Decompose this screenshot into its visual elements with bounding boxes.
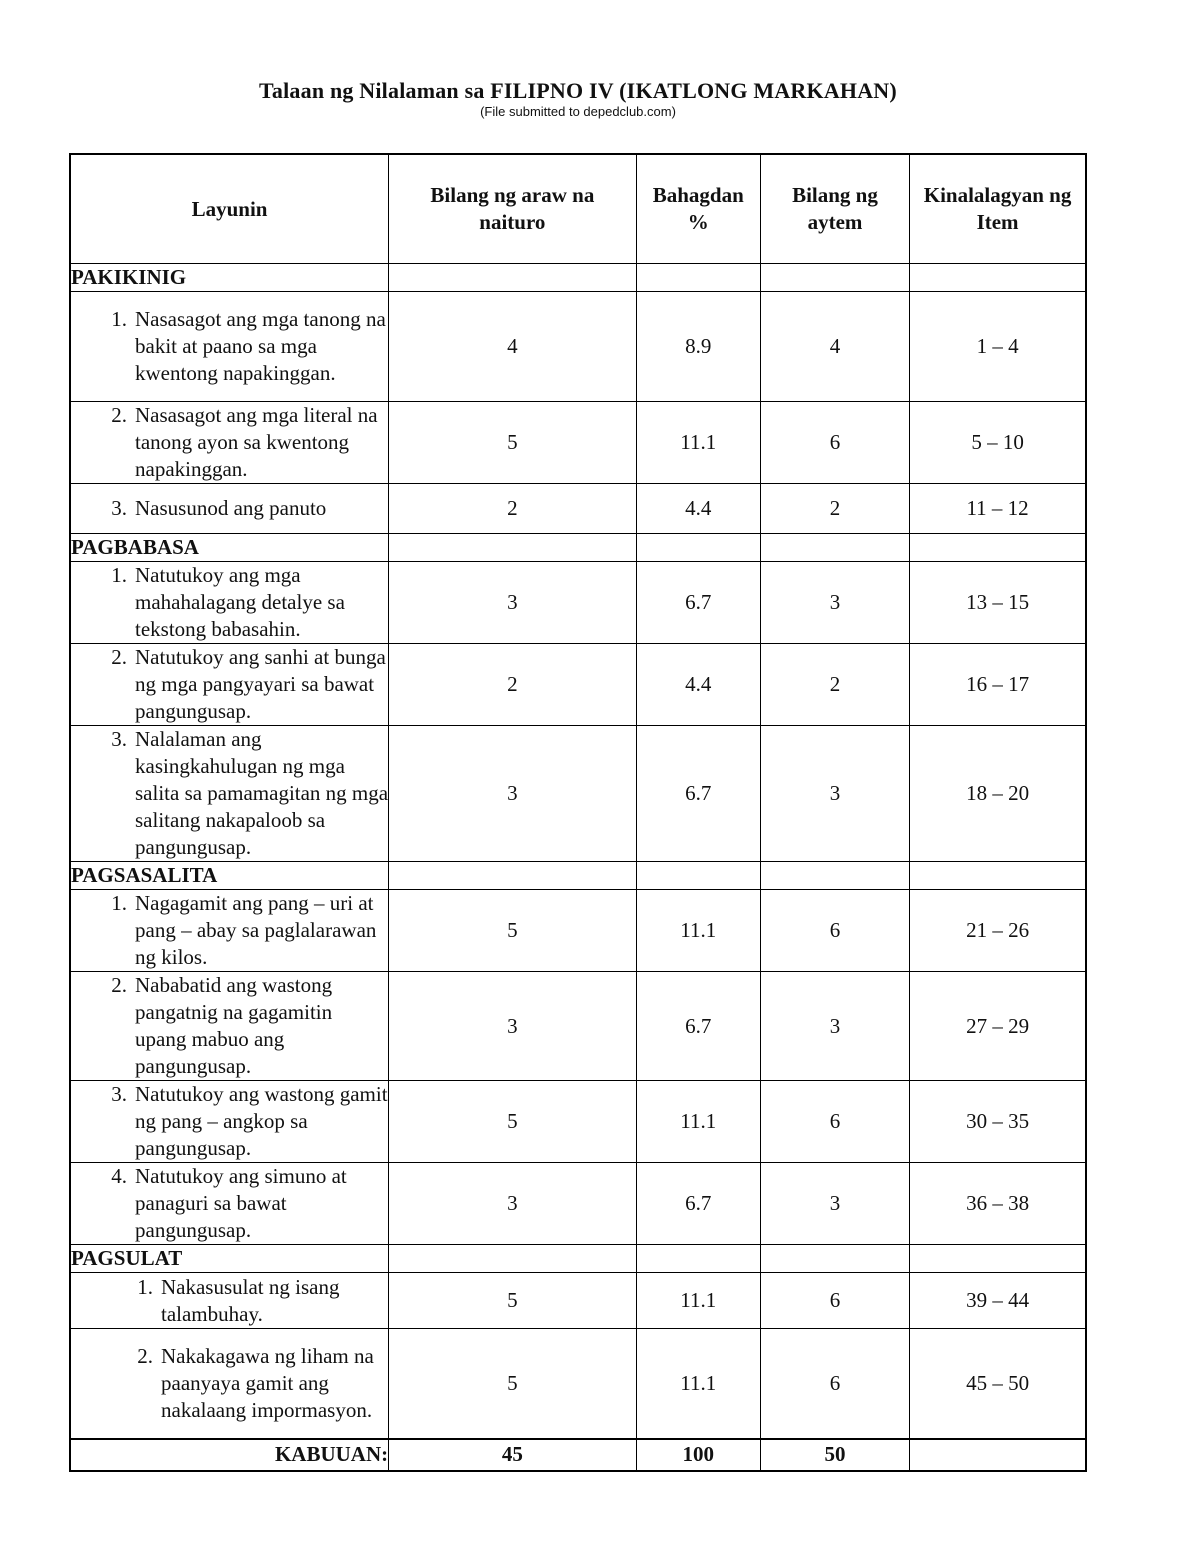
items-cell: 6	[760, 890, 909, 972]
placement-cell: 36 – 38	[910, 1163, 1086, 1245]
objective-number: 3.	[111, 496, 127, 520]
empty-cell	[760, 264, 909, 292]
percent-cell: 8.9	[636, 292, 760, 402]
percent-cell: 11.1	[636, 890, 760, 972]
days-cell: 3	[389, 972, 636, 1081]
document-subtitle: (File submitted to depedclub.com)	[480, 104, 676, 119]
objective-cell	[70, 292, 389, 402]
table-of-specifications	[69, 153, 1087, 1472]
percent-cell: 11.1	[636, 1081, 760, 1163]
objective-text: Natutukoy ang sanhi at bunga ng mga pangyayari sa bawat pangungusap.	[135, 645, 386, 723]
objective-number: 3.	[111, 1082, 127, 1106]
placement-cell: 1 – 4	[910, 292, 1086, 402]
objective-cell	[70, 484, 389, 534]
table-row	[70, 644, 1086, 726]
items-cell: 2	[760, 644, 909, 726]
placement-cell: 16 – 17	[910, 644, 1086, 726]
empty-cell	[389, 1245, 636, 1273]
total-days: 45	[389, 1439, 636, 1471]
placement-cell: 45 – 50	[910, 1329, 1086, 1439]
objective-number: 2.	[111, 973, 127, 997]
table-row	[70, 1273, 1086, 1329]
objective-number: 2.	[111, 645, 127, 669]
section-row	[70, 862, 1086, 890]
header-kinalalagyan: Kinalalagyan ng Item	[910, 154, 1086, 264]
section-heading: PAKIKINIG	[70, 264, 389, 292]
placement-cell: 11 – 12	[910, 484, 1086, 534]
objective-text: Nakakagawa ng liham na paanyaya gamit ang nakalaang impormasyon.	[161, 1343, 374, 1422]
objective-text: Nasusunod ang panuto	[135, 496, 327, 520]
total-items: 50	[760, 1439, 909, 1471]
objective-number: 1.	[111, 563, 127, 587]
table-row	[70, 726, 1086, 862]
total-label: KABUUAN:	[70, 1439, 389, 1471]
empty-cell	[389, 264, 636, 292]
objective-number: 2.	[111, 403, 127, 427]
empty-cell	[910, 862, 1086, 890]
header-bahagdan: Bahagdan %	[636, 154, 760, 264]
items-cell: 3	[760, 1163, 909, 1245]
items-cell: 3	[760, 972, 909, 1081]
percent-cell: 11.1	[636, 1329, 760, 1439]
section-row	[70, 264, 1086, 292]
days-cell: 5	[389, 890, 636, 972]
days-cell: 2	[389, 484, 636, 534]
objective-wrap	[71, 562, 388, 643]
items-cell: 6	[760, 1329, 909, 1439]
total-row	[70, 1439, 1086, 1471]
objective-number: 3.	[111, 727, 127, 751]
objective-cell	[70, 562, 389, 644]
placement-cell: 30 – 35	[910, 1081, 1086, 1163]
table-row	[70, 292, 1086, 402]
objective-wrap	[71, 495, 388, 522]
items-cell: 3	[760, 726, 909, 862]
header-bilang-ng-araw: Bilang ng araw na naituro	[389, 154, 636, 264]
objective-wrap	[71, 644, 388, 725]
items-cell: 4	[760, 292, 909, 402]
placement-cell: 13 – 15	[910, 562, 1086, 644]
objective-text: Natutukoy ang mga mahahalagang detalye sa tekstong babasahin.	[135, 563, 345, 641]
table-row	[70, 1163, 1086, 1245]
section-heading: PAGSULAT	[70, 1245, 389, 1273]
objective-wrap	[71, 1081, 388, 1162]
placement-cell: 5 – 10	[910, 402, 1086, 484]
objective-cell	[70, 644, 389, 726]
days-cell: 3	[389, 562, 636, 644]
objective-cell	[70, 402, 389, 484]
empty-cell	[910, 534, 1086, 562]
days-cell: 3	[389, 726, 636, 862]
objective-text: Nakasusulat ng isang talambuhay.	[161, 1274, 340, 1326]
objective-number: 1.	[137, 1274, 153, 1299]
items-cell: 2	[760, 484, 909, 534]
total-placement	[910, 1439, 1086, 1471]
empty-cell	[389, 862, 636, 890]
section-heading: PAGBABASA	[70, 534, 389, 562]
objective-wrap	[71, 1343, 388, 1424]
items-cell: 6	[760, 1273, 909, 1329]
objective-cell	[70, 1163, 389, 1245]
percent-cell: 11.1	[636, 402, 760, 484]
objective-wrap	[71, 972, 388, 1080]
objective-number: 1.	[111, 891, 127, 915]
objective-number: 2.	[137, 1343, 153, 1368]
placement-cell: 39 – 44	[910, 1273, 1086, 1329]
empty-cell	[760, 1245, 909, 1273]
objective-text: Natutukoy ang simuno at panaguri sa bawat pangungusap.	[135, 1164, 347, 1242]
days-cell: 4	[389, 292, 636, 402]
objective-cell	[70, 1081, 389, 1163]
percent-cell: 4.4	[636, 484, 760, 534]
empty-cell	[760, 862, 909, 890]
items-cell: 6	[760, 1081, 909, 1163]
objective-cell	[70, 726, 389, 862]
placement-cell: 21 – 26	[910, 890, 1086, 972]
header-row	[70, 154, 1086, 264]
objective-text: Nasasagot ang mga tanong na bakit at paano sa mga kwentong napakinggan.	[135, 307, 386, 385]
items-cell: 3	[760, 562, 909, 644]
days-cell: 5	[389, 1273, 636, 1329]
section-row	[70, 1245, 1086, 1273]
placement-cell: 18 – 20	[910, 726, 1086, 862]
days-cell: 2	[389, 644, 636, 726]
objective-text: Natutukoy ang wastong gamit ng pang – angkop sa pangungusap.	[135, 1082, 388, 1160]
objective-text: Nagagamit ang pang – uri at pang – abay sa paglalarawan ng kilos.	[135, 891, 377, 969]
objective-wrap	[71, 402, 388, 483]
objective-cell	[70, 1273, 389, 1329]
total-percent: 100	[636, 1439, 760, 1471]
percent-cell: 6.7	[636, 1163, 760, 1245]
objective-number: 4.	[111, 1164, 127, 1188]
objective-cell	[70, 1329, 389, 1439]
objective-wrap	[71, 1274, 388, 1328]
percent-cell: 11.1	[636, 1273, 760, 1329]
items-cell: 6	[760, 402, 909, 484]
placement-cell: 27 – 29	[910, 972, 1086, 1081]
percent-cell: 4.4	[636, 644, 760, 726]
empty-cell	[389, 534, 636, 562]
table-row	[70, 890, 1086, 972]
empty-cell	[910, 264, 1086, 292]
percent-cell: 6.7	[636, 972, 760, 1081]
percent-cell: 6.7	[636, 562, 760, 644]
objective-wrap	[71, 1163, 388, 1244]
days-cell: 5	[389, 402, 636, 484]
objective-number: 1.	[111, 307, 127, 331]
section-row	[70, 534, 1086, 562]
table-row	[70, 1329, 1086, 1439]
objective-text: Nababatid ang wastong pangatnig na gagamitin upang mabuo ang pangungusap.	[135, 973, 333, 1078]
empty-cell	[760, 534, 909, 562]
table-row	[70, 972, 1086, 1081]
table-row	[70, 1081, 1086, 1163]
days-cell: 5	[389, 1329, 636, 1439]
table-body	[70, 264, 1086, 1471]
objective-wrap	[71, 306, 388, 387]
objective-cell	[70, 972, 389, 1081]
table-row	[70, 562, 1086, 644]
objective-wrap	[71, 890, 388, 971]
percent-cell: 6.7	[636, 726, 760, 862]
header-bilang-ng-aytem: Bilang ng aytem	[760, 154, 909, 264]
header-layunin: Layunin	[70, 154, 389, 264]
empty-cell	[636, 1245, 760, 1273]
objective-wrap	[71, 726, 388, 861]
empty-cell	[636, 534, 760, 562]
objective-cell	[70, 890, 389, 972]
days-cell: 3	[389, 1163, 636, 1245]
objective-text: Nalalaman ang kasingkahulugan ng mga salita sa pamamagitan ng mga salitang nakapaloob sa pangungusap.	[135, 727, 389, 859]
objective-text: Nasasagot ang mga literal na tanong ayon sa kwentong napakinggan.	[135, 403, 378, 481]
empty-cell	[636, 862, 760, 890]
table-row	[70, 402, 1086, 484]
days-cell: 5	[389, 1081, 636, 1163]
empty-cell	[636, 264, 760, 292]
empty-cell	[910, 1245, 1086, 1273]
section-heading: PAGSASALITA	[70, 862, 389, 890]
table-row	[70, 484, 1086, 534]
document-title: Talaan ng Nilalaman sa FILIPNO IV (IKATLONG MARKAHAN)	[259, 78, 897, 103]
